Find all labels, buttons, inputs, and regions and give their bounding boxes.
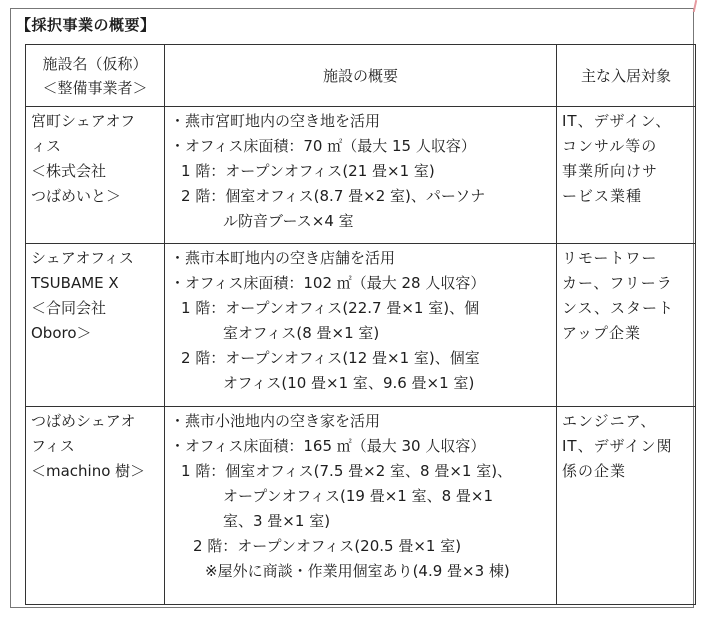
header-facility-name-line2: ＜整備事業者＞: [42, 78, 148, 97]
facility-name-line: つばめいと＞: [31, 187, 122, 205]
header-overview: 施設の概要: [165, 45, 557, 107]
overview-line: 室オフィス(8 畳×1 室): [223, 324, 380, 342]
margin-mark: [693, 0, 697, 12]
table-row: [26, 407, 696, 605]
section-heading: 【採択事業の概要】: [16, 16, 156, 34]
overview-line: 室、3 畳×1 室): [223, 512, 331, 530]
table-row: [26, 244, 696, 407]
facility-name-cell: [26, 244, 165, 407]
target-cell: [557, 407, 696, 605]
facility-name-line: ＜株式会社: [31, 162, 107, 180]
overview-table: [25, 44, 696, 605]
facility-name-line: フィス: [31, 437, 75, 455]
facility-name-cell: [26, 107, 165, 244]
overview-line: ・オフィス床面積：102 ㎡（最大 28 人収容）: [170, 274, 486, 292]
header-facility-name: [26, 45, 165, 107]
table-row: [26, 107, 696, 244]
target-line: エンジニア、: [562, 412, 657, 430]
target-line: ンス、スタート: [562, 299, 675, 317]
target-line: 係の企業: [562, 462, 627, 480]
header-target: 主な入居対象: [557, 45, 696, 107]
overview-line: 2 階：個室オフィス(8.7 畳×2 室)、パーソナ: [181, 187, 486, 205]
overview-cell: [165, 107, 557, 244]
overview-cell: [165, 407, 557, 605]
facility-name-line: Oboro＞: [31, 324, 92, 342]
overview-line: ※屋外に商談・作業用個室あり(4.9 畳×3 棟): [205, 562, 510, 580]
overview-line: ・燕市宮町地内の空き地を活用: [170, 112, 381, 130]
target-line: カー、フリーラ: [562, 274, 673, 292]
overview-line: ・オフィス床面積：165 ㎡（最大 30 人収容）: [170, 437, 486, 455]
target-line: IT、デザイン関: [562, 437, 673, 455]
facility-name-line: TSUBAME X: [31, 274, 119, 292]
target-line: コンサル等の: [562, 137, 658, 155]
facility-name-line: 宮町シェアオフ: [31, 112, 136, 130]
overview-line: 1 階：オープンオフィス(22.7 畳×1 室)、個: [181, 299, 480, 317]
facility-name-line: シェアオフィス: [31, 249, 134, 267]
overview-line: 2 階：オープンオフィス(12 畳×1 室)、個室: [181, 349, 480, 367]
facility-name-line: ィス: [31, 137, 62, 155]
overview-line: 1 階：個室オフィス(7.5 畳×2 室、8 畳×1 室)、: [181, 462, 513, 480]
target-cell: [557, 244, 696, 407]
overview-line: ・オフィス床面積：70 ㎡（最大 15 人収容）: [170, 137, 476, 155]
target-line: アップ企業: [562, 324, 641, 342]
header-row: [26, 45, 696, 107]
target-line: リモートワー: [562, 249, 658, 267]
overview-line: オープンオフィス(19 畳×1 室、8 畳×1: [223, 487, 494, 505]
overview-line: ・燕市本町地内の空き店舗を活用: [170, 249, 396, 267]
facility-name-line: つばめシェアオ: [31, 412, 136, 430]
facility-name-line: ＜machino 樹＞: [31, 462, 146, 480]
target-cell: [557, 107, 696, 244]
header-facility-name-line1: 施設名（仮称）: [42, 54, 148, 73]
target-line: 事業所向けサ: [562, 162, 659, 180]
target-line: IT、デザイン、: [562, 112, 672, 130]
facility-name-cell: [26, 407, 165, 605]
overview-line: オフィス(10 畳×1 室、9.6 畳×1 室): [223, 374, 475, 392]
overview-line: 2 階：オープンオフィス(20.5 畳×1 室): [193, 537, 462, 555]
overview-cell: [165, 244, 557, 407]
facility-name-line: ＜合同会社: [31, 299, 107, 317]
target-line: ービス業種: [562, 187, 643, 205]
overview-line: ル防音ブース×4 室: [223, 212, 354, 230]
overview-line: ・燕市小池地内の空き家を活用: [170, 412, 381, 430]
overview-line: 1 階：オープンオフィス(21 畳×1 室): [181, 162, 435, 180]
